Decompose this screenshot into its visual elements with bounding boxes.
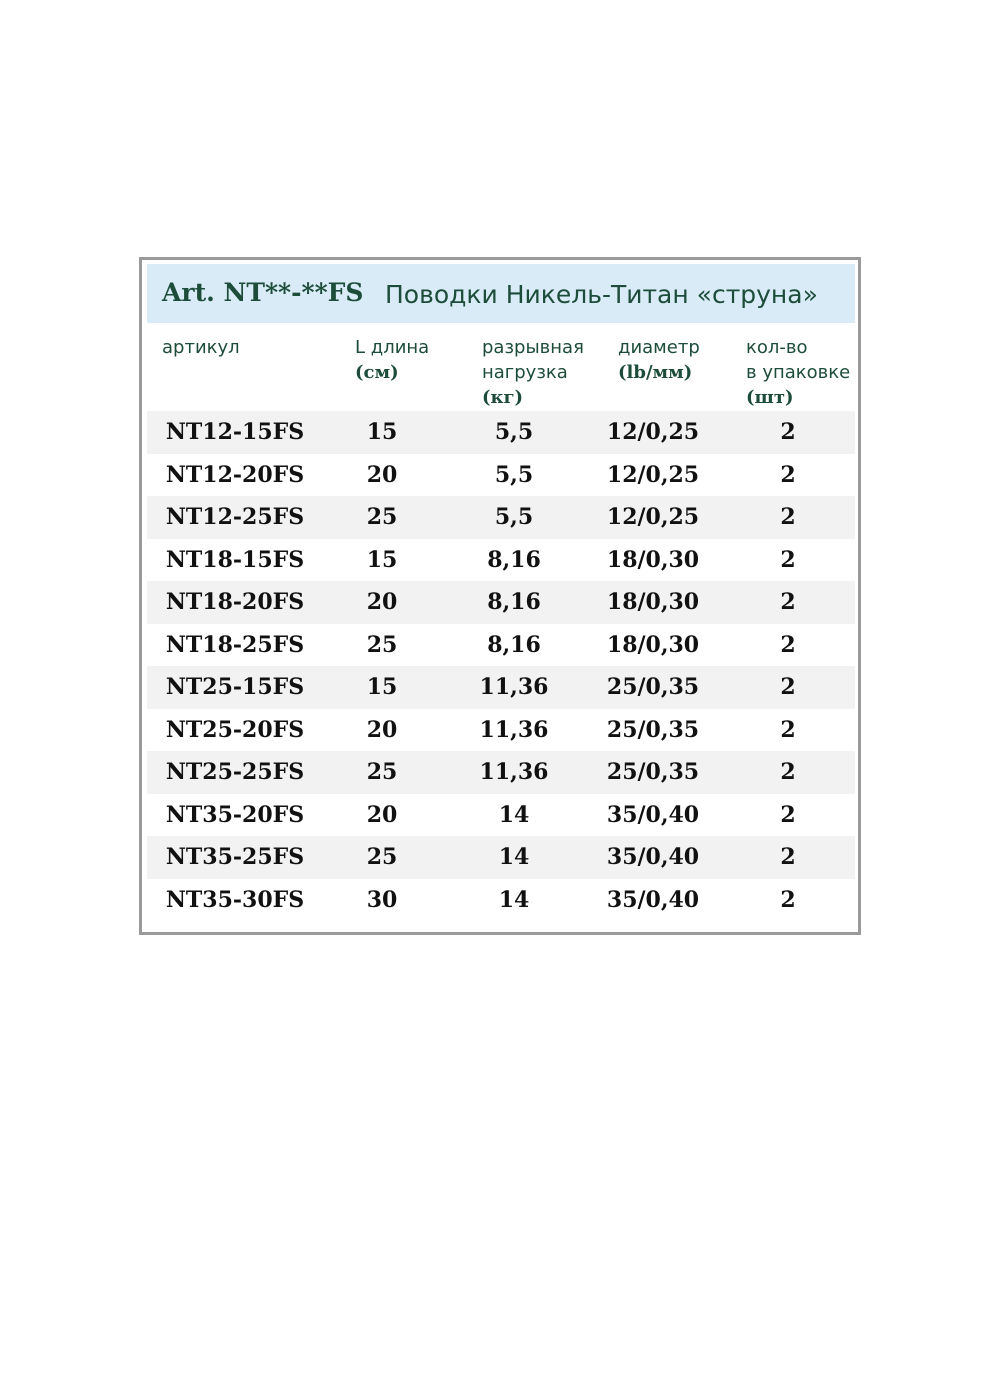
cell-length: 20 — [366, 589, 398, 615]
cell-load: 5,5 — [494, 419, 534, 445]
table-row — [147, 411, 855, 454]
cell-load: 8,16 — [487, 589, 541, 615]
cell-diameter: 12/0,25 — [606, 461, 700, 488]
cell-qty: 2 — [780, 589, 796, 615]
cell-qty: 2 — [780, 504, 796, 530]
table-row — [147, 879, 855, 922]
cell-diameter: 18/0,30 — [606, 546, 700, 573]
cell-qty: 2 — [780, 759, 796, 785]
header-length-label: L длина — [355, 337, 430, 358]
table-row — [147, 709, 855, 752]
header-load-unit: (кг) — [482, 387, 524, 408]
table-row — [147, 581, 855, 624]
cell-diameter: 25/0,35 — [606, 759, 700, 785]
table-row — [147, 751, 855, 794]
cell-load: 5,5 — [494, 504, 534, 530]
cell-load: 14 — [498, 844, 530, 870]
cell-qty: 2 — [780, 886, 796, 913]
header-load — [482, 335, 584, 410]
cell-length: 15 — [366, 419, 398, 445]
cell-diameter: 12/0,25 — [606, 419, 700, 445]
cell-diameter: 35/0,40 — [606, 801, 700, 828]
cell-article: NT35-25FS — [165, 844, 305, 870]
cell-length: 30 — [366, 886, 398, 913]
cell-article: NT18-25FS — [165, 631, 305, 658]
article-series-title: Art. NT**-**FS — [162, 278, 364, 307]
cell-load: 8,16 — [487, 546, 541, 573]
table-row — [147, 794, 855, 837]
cell-qty: 2 — [780, 461, 796, 488]
header-qty-unit: (шт) — [746, 387, 794, 408]
header-length-unit: (см) — [355, 362, 399, 383]
cell-article: NT25-25FS — [165, 759, 305, 785]
cell-load: 5,5 — [494, 461, 534, 488]
table-row — [147, 666, 855, 709]
cell-qty: 2 — [780, 844, 796, 870]
cell-article: NT25-15FS — [165, 674, 305, 700]
cell-length: 15 — [366, 546, 398, 573]
header-qty — [746, 335, 850, 410]
header-diameter — [618, 335, 700, 385]
title-bar — [147, 264, 855, 323]
cell-load: 11,36 — [479, 759, 549, 785]
table-row — [147, 836, 855, 879]
cell-article: NT12-25FS — [165, 504, 305, 530]
cell-length: 25 — [366, 631, 398, 658]
cell-qty: 2 — [780, 419, 796, 445]
header-article — [162, 335, 240, 360]
header-qty-label-2: в упаковке — [746, 362, 851, 383]
header-load-label-1: разрывная — [482, 337, 584, 358]
header-diameter-label: диаметр — [618, 337, 700, 358]
table-body — [147, 411, 855, 921]
cell-article: NT25-20FS — [165, 716, 305, 743]
header-load-label-2: нагрузка — [482, 362, 568, 383]
cell-length: 20 — [366, 716, 398, 743]
cell-length: 25 — [366, 844, 398, 870]
cell-qty: 2 — [780, 631, 796, 658]
table-row — [147, 539, 855, 582]
cell-length: 20 — [366, 801, 398, 828]
cell-load: 11,36 — [479, 674, 549, 700]
cell-article: NT35-20FS — [165, 801, 305, 828]
header-diameter-unit: (lb/мм) — [618, 362, 693, 383]
cell-diameter: 25/0,35 — [606, 716, 700, 743]
cell-load: 14 — [498, 801, 530, 828]
header-article-label: артикул — [162, 337, 240, 358]
table-row — [147, 624, 855, 667]
cell-article: NT18-15FS — [165, 546, 305, 573]
cell-diameter: 35/0,40 — [606, 886, 700, 913]
cell-length: 20 — [366, 461, 398, 488]
header-qty-label-1: кол-во — [746, 337, 808, 358]
product-table-card — [139, 257, 861, 935]
cell-diameter: 18/0,30 — [606, 589, 700, 615]
cell-diameter: 18/0,30 — [606, 631, 700, 658]
cell-article: NT12-15FS — [165, 419, 305, 445]
cell-diameter: 25/0,35 — [606, 674, 700, 700]
product-title: Поводки Никель-Титан «струна» — [385, 280, 818, 309]
table-row — [147, 496, 855, 539]
cell-length: 25 — [366, 504, 398, 530]
cell-qty: 2 — [780, 674, 796, 700]
cell-load: 14 — [498, 886, 530, 913]
cell-qty: 2 — [780, 801, 796, 828]
cell-length: 15 — [366, 674, 398, 700]
cell-qty: 2 — [780, 546, 796, 573]
header-length — [355, 335, 429, 385]
cell-load: 11,36 — [479, 716, 549, 743]
cell-length: 25 — [366, 759, 398, 785]
cell-qty: 2 — [780, 716, 796, 743]
cell-diameter: 35/0,40 — [606, 844, 700, 870]
cell-article: NT35-30FS — [165, 886, 305, 913]
cell-diameter: 12/0,25 — [606, 504, 700, 530]
cell-article: NT12-20FS — [165, 461, 305, 488]
cell-load: 8,16 — [487, 631, 541, 658]
cell-article: NT18-20FS — [165, 589, 305, 615]
table-row — [147, 454, 855, 497]
